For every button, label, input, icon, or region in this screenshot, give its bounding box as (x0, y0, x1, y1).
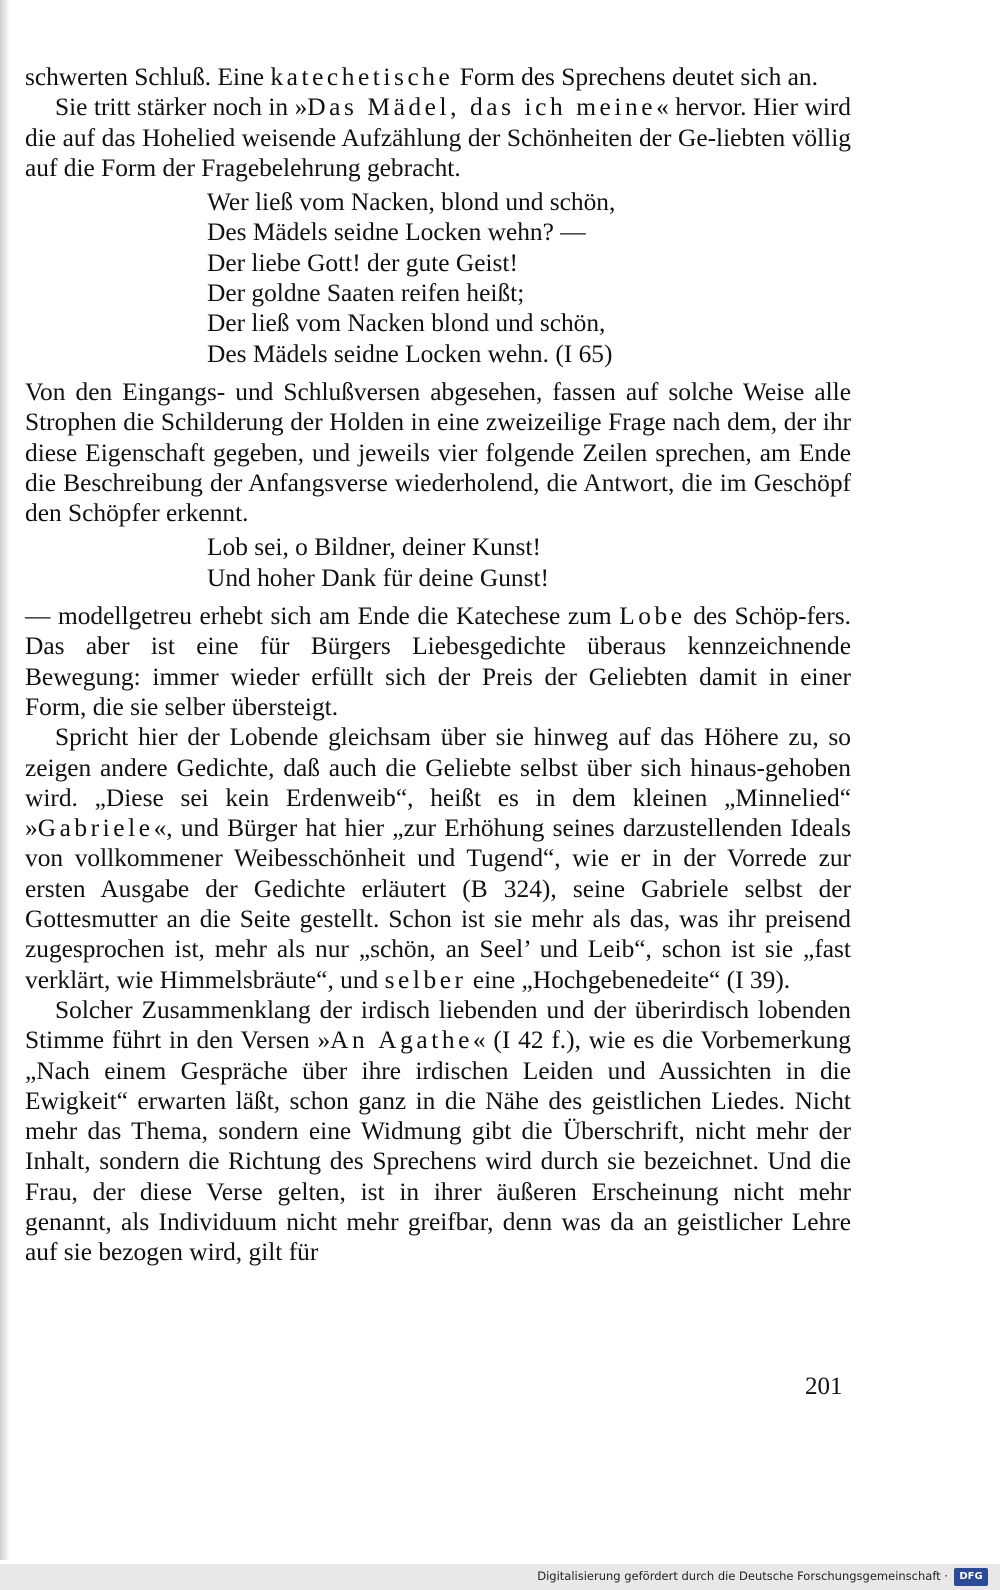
poem-line: Des Mädels seidne Locken wehn. (I 65) (207, 339, 613, 368)
body-text (25, 62, 851, 1268)
spaced-emphasis: Das Mädel, das ich meine (307, 93, 657, 122)
poem-line: Der ließ vom Nacken blond und schön, (207, 309, 606, 338)
poem-line: Wer ließ vom Nacken, blond und schön, (207, 188, 616, 217)
spaced-emphasis: Gabriele (37, 814, 154, 843)
poem-line: Und hoher Dank für deine Gunst! (207, 563, 549, 592)
digitization-footer (0, 1564, 1000, 1590)
poem-line: Lob sei, o Bildner, deiner Kunst! (207, 533, 541, 562)
footer-credit: Digitalisierung gefördert durch die Deutsche Forschungsgemeinschaft · (537, 1569, 948, 1583)
paragraph-2: Sie tritt stärker noch in »Das Mädel, das ich meine« hervor. Hier wird die auf das Hohelied weisende Aufzählung der Schönheiten der Ge-liebten völlig auf die Form der Fragebelehrung gebracht. (25, 93, 851, 182)
page-gutter-shadow (0, 0, 10, 1560)
spaced-emphasis: Lobe (619, 602, 686, 631)
dfg-logo-icon: DFG (954, 1568, 988, 1586)
poem-line: Der liebe Gott! der gute Geist! (207, 248, 518, 277)
paragraph-6: Solcher Zusammenklang der irdisch liebenden und der überirdisch lobenden Stimme führt in den Versen »An Agathe« (I 42 f.), wie es die Vorbemerkung „Nach einem Gespräche über ihre irdischen Leiden und Aussichten in die Ewigkeit“ erwarten läßt, schon ganz in die Nähe des geistlichen Liedes. Nicht mehr das Thema, sondern eine Widmung gibt die Überschrift, nicht mehr der Inhalt, sondern die Richtung des Sprechens wird durch sie bezeichnet. Und die Frau, der diese Verse gelten, ist in ihrer äußeren Erscheinung nicht mehr genannt, als Individuum nicht mehr greifbar, denn was da an geistlicher Lehre auf sie bezogen wird, gilt für (25, 995, 851, 1267)
paragraph-3: Von den Eingangs- und Schlußversen abgesehen, fassen auf solche Weise alle Strophen die Schilderung der Holden in eine zweizeilige Frage nach dem, der ihr diese Eigenschaft gegeben, und jeweils vier folgende Zeilen sprechen, am Ende die Beschreibung der Anfangsverse wiederholend, die Antwort, die im Geschöpf den Schöpfer erkennt. (25, 377, 851, 528)
spaced-emphasis: An Agathe (330, 1026, 473, 1055)
spaced-emphasis: katechetische (270, 63, 454, 91)
poem-line: Der goldne Saaten reifen heißt; (207, 279, 525, 308)
spaced-emphasis: selber (384, 965, 467, 994)
poem-quote-2 (207, 532, 851, 593)
poem-line: Des Mädels seidne Locken wehn? — (207, 218, 586, 247)
poem-quote-1 (207, 187, 851, 369)
paragraph-4: — modellgetreu erhebt sich am Ende die Katechese zum Lobe des Schöp-fers. Das aber ist eine für Bürgers Liebesgedichte überaus kennzeichnende Bewegung: immer wieder erfüllt sich der Preis der Geliebten damit in einer Form, die sie selber übersteigt. (25, 602, 851, 721)
paragraph-5: Spricht hier der Lobende gleichsam über sie hinweg auf das Höhere zu, so zeigen andere Gedichte, daß auch die Geliebte selbst über sich hinaus-gehoben wird. „Diese sei kein Erdenweib“, heißt es in dem kleinen „Minnelied“ »Gabriele«, und Bürger hat hier „zur Erhöhung seines darzustellenden Ideals von vollkommener Weibesschönheit und Tugend“, wie er in der Vorrede zur ersten Ausgabe der Gedichte erläutert (B 324), seine Gabriele selbst der Gottesmutter an die Seite gestellt. Schon ist sie mehr als das, was ihr preisend zugesprochen ist, mehr als nur „schön, an Seel’ und Leib“, schon ist sie „fast verklärt, wie Himmelsbräute“, und selber eine „Hochgebenedeite“ (I 39). (25, 723, 851, 994)
paragraph-1: schwerten Schluß. Eine katechetische Form des Sprechens deutet sich an. (25, 63, 818, 91)
page-number: 201 (805, 1373, 843, 1400)
